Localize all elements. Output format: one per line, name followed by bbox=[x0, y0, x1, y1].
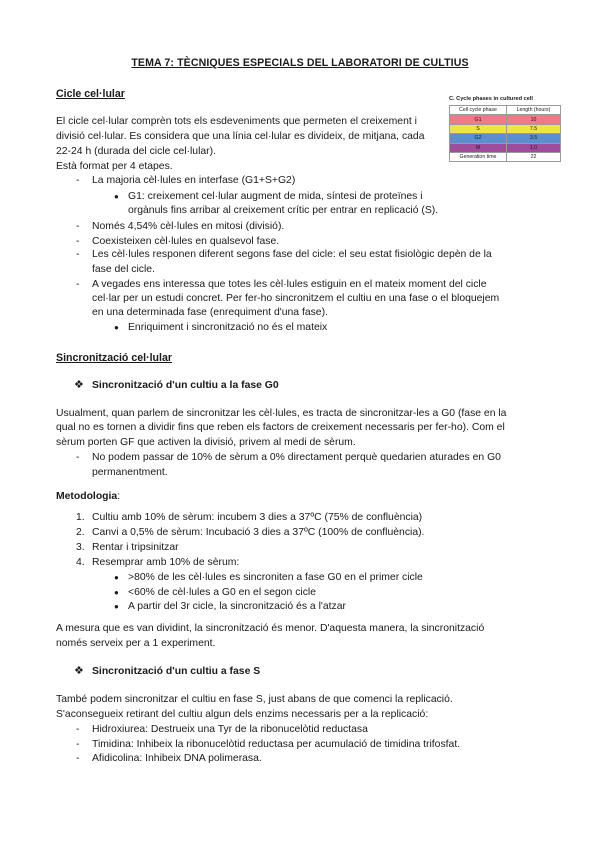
step4-sub: >80% de les cèl·lules es sincroniten a fase G0 en el primer cicle bbox=[128, 572, 423, 583]
table-header-row bbox=[450, 106, 561, 115]
bullet-response: Les cèl·lules responen diferent segons fase del cicle: el seu estat fisiològic depèn de la bbox=[92, 249, 492, 260]
g0-closing-line: A mesura que es van dividint, la sincronització és menor. D'aquesta manera, la sincronització bbox=[56, 623, 485, 634]
diamond-bullet-icon: ❖ bbox=[74, 665, 84, 677]
page-title: TEMA 7: TÈCNIQUES ESPECIALS DEL LABORATORI DE CULTIUS bbox=[131, 57, 469, 69]
bullet-dot: ● bbox=[114, 573, 119, 582]
total-value-cell: 22 bbox=[507, 152, 561, 161]
s-para-line: També podem sincronitzar el cultiu en fase S, just abans de que comenci la replicació. bbox=[56, 694, 453, 705]
bullet-sync-interest-cont: cel·lar per un estudi concret. Per fer-ho sincronitzem el cultiu en una fase o el bloquejem bbox=[92, 293, 500, 304]
section-heading-sync: Sincronització cel·lular bbox=[56, 352, 172, 364]
dash-marker: - bbox=[76, 249, 80, 260]
methodology-label bbox=[56, 490, 120, 504]
method-step: Resemprar amb 10% de sèrum: bbox=[92, 557, 240, 568]
s-agent-thymidine: Timidina: Inhibeix la ribonucelòtid reductasa per acumulació de timidina trifosfat. bbox=[92, 739, 461, 750]
g0-para-line: sèrum porten GF que activen la divisió, privem al medi de sèrum. bbox=[56, 437, 356, 448]
bullet-dot: ● bbox=[114, 588, 119, 597]
section-heading-cell-cycle: Cicle cel·lular bbox=[56, 88, 125, 100]
bullet-interphase: La majoria cèl·lules en interfase (G1+S+G2) bbox=[92, 175, 296, 186]
s-agent-aphidicolin: Afidicolina: Inhibeix DNA polimerasa. bbox=[92, 753, 262, 764]
dash-marker: - bbox=[76, 724, 80, 735]
bullet-sync-interest: A vegades ens interessa que totes les cèl·lules estiguin en el mateix moment del cicle bbox=[92, 279, 487, 290]
length-cell: 1.0 bbox=[507, 143, 561, 152]
bullet-sync-interest-cont: en una determinada fase (enrequiment d'una fase). bbox=[92, 307, 328, 318]
table-row bbox=[450, 115, 561, 124]
bullet-g1-cont: orgànuls fins arribar al creixement crític per entrar en replicació (S). bbox=[128, 205, 439, 216]
g0-note-cont: permanentment. bbox=[92, 467, 168, 478]
method-step: Canvi a 0,5% de sèrum: Incubació 3 dies a 37ºC (100% de confluència). bbox=[92, 527, 425, 538]
dash-marker: - bbox=[76, 236, 80, 247]
method-step: Rentar i tripsinitzar bbox=[92, 542, 179, 553]
phase-cell: S bbox=[450, 124, 507, 133]
dash-marker: - bbox=[76, 221, 80, 232]
bullet-enrichment: Enriquiment i sincronització no és el mateix bbox=[128, 322, 328, 333]
cycle-phases-table bbox=[449, 105, 561, 162]
g0-note: No podem passar de 10% de sèrum a 0% directament perquè quedarien aturades en G0 bbox=[92, 452, 501, 463]
table-header-cell: Cell cycle phase bbox=[450, 106, 507, 115]
bullet-g1: G1: creixement cel·lular augment de mida, síntesi de proteïnes i bbox=[128, 191, 423, 202]
total-label-cell: Generation time bbox=[450, 152, 507, 161]
dash-marker: - bbox=[76, 175, 80, 186]
diamond-bullet-icon: ❖ bbox=[74, 379, 84, 391]
bullet-dot: ● bbox=[114, 192, 119, 201]
step-number: 2. bbox=[76, 527, 85, 538]
length-cell: 10 bbox=[507, 115, 561, 124]
subheading-g0: Sincronització d'un cultiu a la fase G0 bbox=[92, 380, 279, 391]
intro-line: 22-24 h (durada del cicle cel·lular). bbox=[56, 146, 216, 157]
bullet-dot: ● bbox=[114, 602, 119, 611]
bullet-coexist: Coexisteixen cèl·lules en qualsevol fase. bbox=[92, 236, 280, 247]
step-number: 4. bbox=[76, 557, 85, 568]
phase-cell: G1 bbox=[450, 115, 507, 124]
dash-marker: - bbox=[76, 452, 80, 463]
table-row bbox=[450, 134, 561, 143]
intro-line: divisió cel·lular. Es considera que una línia cel·lular es divideix, de mitjana, cada bbox=[56, 131, 425, 142]
dash-marker: - bbox=[76, 279, 80, 290]
intro-line: El cicle cel·lular comprèn tots els esdeveniments que permeten el creixement i bbox=[56, 116, 417, 127]
subheading-s-phase: Sincronització d'un cultiu a fase S bbox=[92, 666, 261, 677]
dash-marker: - bbox=[76, 753, 80, 764]
step4-sub: <60% de cèl·lules a G0 en el segon cicle bbox=[128, 587, 317, 598]
phase-cell: M bbox=[450, 143, 507, 152]
table-row bbox=[450, 124, 561, 133]
table-header-cell: Length (hours) bbox=[507, 106, 561, 115]
method-step: Cultiu amb 10% de sèrum: incubem 3 dies a 37ºC (75% de confluència) bbox=[92, 512, 423, 523]
s-para-line: S'aconsegueix retirant del cultiu algun dels enzims necessaris per a la replicació: bbox=[56, 709, 429, 720]
bullet-dot: ● bbox=[114, 323, 119, 332]
methodology-colon: : bbox=[117, 491, 121, 502]
g0-para-line: Usualment, quan parlem de sincronitzar les cèl·lules, es tracta de sincronitzar-les a G0 (fase en la bbox=[56, 408, 507, 419]
step4-sub: A partir del 3r cicle, la sincronització és a l'atzar bbox=[128, 601, 346, 612]
dash-marker: - bbox=[76, 739, 80, 750]
s-agent-hydroxyurea: Hidroxiurea: Destrueix una Tyr de la ribonucelòtid reductasa bbox=[92, 724, 368, 735]
methodology-label-text: Metodologia bbox=[56, 491, 118, 502]
intro-line: Està format per 4 etapes. bbox=[56, 161, 173, 172]
table-row bbox=[450, 143, 561, 152]
table-total-row bbox=[450, 152, 561, 161]
bullet-response-cont: fase del cicle. bbox=[92, 264, 155, 275]
cycle-phases-figure bbox=[449, 96, 561, 162]
length-cell: 3.5 bbox=[507, 134, 561, 143]
phase-cell: G2 bbox=[450, 134, 507, 143]
g0-closing-line: només serveix per a 1 experiment. bbox=[56, 638, 216, 649]
length-cell: 7.5 bbox=[507, 124, 561, 133]
figure-title: C. Cycle phases in cultured cell bbox=[449, 96, 533, 102]
bullet-mitosis: Només 4,54% cèl·lules en mitosi (divisió). bbox=[92, 221, 285, 232]
step-number: 3. bbox=[76, 542, 85, 553]
g0-para-line: qual no es tornen a dividir fins que reben els factors de creixement necessaris per fer-ho). Com el bbox=[56, 422, 505, 433]
step-number: 1. bbox=[76, 512, 85, 523]
